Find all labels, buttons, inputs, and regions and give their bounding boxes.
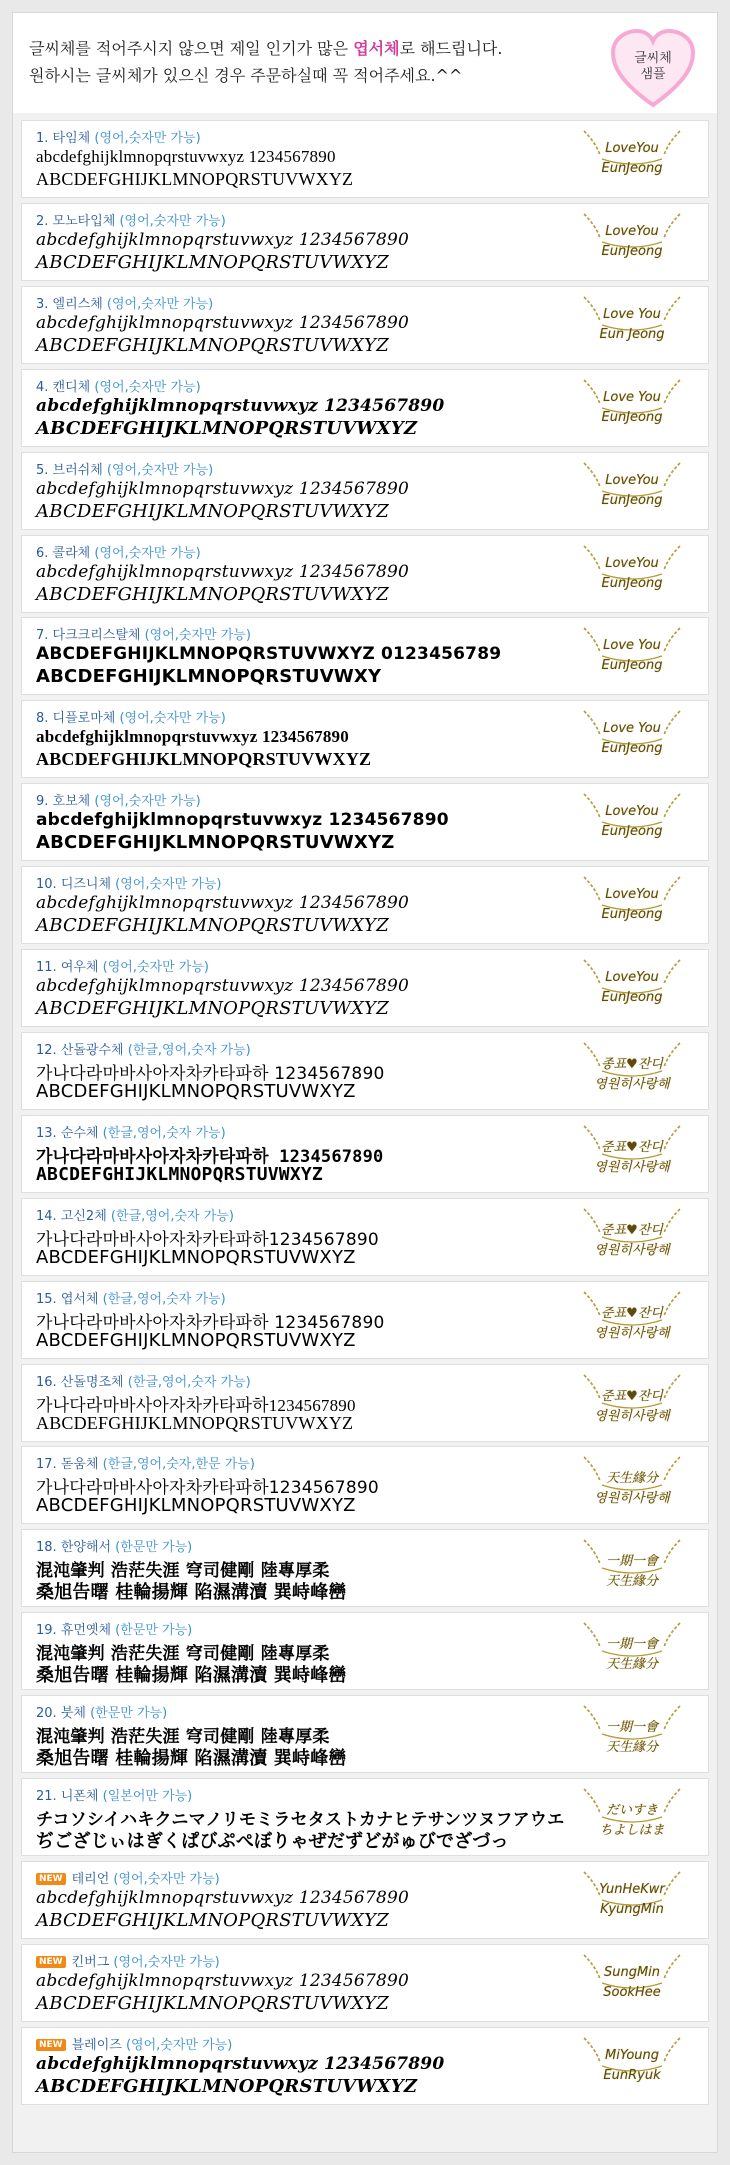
sample-line-2: 桑旭告曙 桂輪揚輝 陷濕溝瀆 巽峙峰巒 [36,1665,347,1687]
font-name: 고신2체 [60,1208,107,1224]
font-row [21,949,709,1027]
font-name: 산돌광수체 [60,1042,124,1058]
font-title [36,1288,226,1307]
sample-word-1: だいすき [605,1803,658,1818]
sample-line-2: ぢござじぃはぎくぱびぷぺぼりゃぜだずどがゅびでざづっ [36,1831,509,1852]
chain-icon [578,125,686,195]
sample-word-2: Eun Jeong [599,326,665,342]
font-row [21,452,709,530]
font-number: 4. [36,379,53,395]
font-title [36,210,226,229]
font-name: 산돌명조체 [60,1374,124,1390]
font-support-note: (한글,영어,숫자 가능) [98,1291,226,1307]
font-number: 13. [36,1125,61,1141]
chain-icon [578,1700,686,1770]
font-support-note: (한글,영어,숫자 가능) [106,1208,234,1224]
sample-word-2: EunJeong [601,575,663,591]
sample-line-2: ABCDEFGHIJKLMNOPQRSTUVWXYZ [36,1412,354,1433]
sample-word-2: SookHee [603,1984,661,2000]
sample-line-2: ABCDEFGHIJKLMNOPQRSTUVWXYZ [36,1909,389,1931]
font-row [21,1612,709,1690]
sample-line-1: チコソシイハキクニマノリモミラセタストカナヒテサンツヌフアウエ [36,1810,565,1830]
sample-word-1: LoveYou [605,141,659,156]
font-name: 엽서체 [60,1291,99,1307]
font-title [36,1039,251,1058]
sample-line-1: abcdefghijklmnopqrstuvwxyz 1234567890 [36,1887,410,1908]
font-title [36,293,213,312]
font-name: 다크크리스탈체 [52,628,141,644]
font-support-note: (영어,숫자만 가능) [90,545,201,561]
font-row [21,783,709,861]
font-title [36,956,209,975]
sample-word-1: 준표♥잔디 [601,1222,663,1238]
sample-line-1: 가나다라마바사아자차카타파하1234567890 [36,1478,379,1499]
sample-word-1: LoveYou [605,472,659,488]
sample-word-2: 天生緣分 [605,1657,658,1673]
sample-word-2: EunJeong [601,658,663,674]
font-row [21,2027,709,2105]
chain-icon [578,208,686,278]
font-title [36,1702,167,1721]
sample-line-1: 가나다라마바사아자차카타파하1234567890 [36,1395,356,1415]
font-name: 브러쉬체 [52,462,103,478]
font-name: 디플로마체 [52,711,116,727]
font-title [36,1122,226,1141]
necklace-sample [578,622,686,692]
chain-icon [578,871,686,941]
sample-word-2: 영원히사랑해 [594,1491,670,1507]
font-sample-panel [12,12,718,2153]
necklace-sample [578,1534,686,1604]
sample-line-2: ABCDEFGHIJKLMNOPQRSTUVWXYZ [36,1992,389,2014]
font-name: 휴먼옛체 [60,1623,112,1639]
font-number: 5. [36,462,53,478]
chain-icon [578,2032,686,2102]
sample-word-1: 준표♥잔디 [601,1388,663,1404]
sample-line-1: ABCDEFGHIJKLMNOPQRSTUVWXYZ 0123456789 [36,644,502,665]
font-support-note: (영어,숫자만 가능) [121,2037,233,2053]
font-row [21,1364,709,1442]
font-name: 돋움체 [60,1457,99,1473]
chain-icon [578,1866,686,1936]
new-badge: NEW [36,1956,66,1968]
necklace-sample [578,125,686,195]
necklace-sample [578,1451,686,1521]
font-title [36,707,226,726]
sample-line-1: abcdefghijklmnopqrstuvwxyz 1234567890 [36,1970,410,1991]
necklace-sample [578,291,686,361]
sample-line-1: abcdefghijklmnopqrstuvwxyz 1234567890 [36,893,410,914]
sample-line-1: 가나다라마바사아자차카타파하 1234567890 [36,1063,385,1084]
font-title [36,873,222,892]
font-row [21,1695,709,1773]
chain-icon [578,540,686,610]
sample-word-1: LoveYou [605,223,659,239]
font-name: 콜라체 [52,545,91,561]
font-row [21,1281,709,1359]
font-support-note: (영어,숫자만 가능) [90,131,201,146]
sample-line-2: ABCDEFGHIJKLMNOPQRSTUVWXYZ [36,749,372,770]
necklace-sample [578,1369,686,1439]
font-row [21,1032,709,1110]
font-title [36,624,251,643]
font-row [21,617,709,695]
sample-line-1: 가나다라마바사아자차카타파하 1234567890 [36,1312,385,1333]
sample-word-2: EunJeong [601,990,663,1005]
necklace-sample [578,1783,686,1853]
font-name: 타임체 [52,131,91,146]
sample-word-2: 天生緣分 [605,1740,658,1756]
font-row [21,1115,709,1193]
font-number: 8. [36,711,53,727]
sample-word-2: KyungMin [600,1901,664,1917]
sample-word-2: EunJeong [601,907,663,923]
chain-icon [578,1783,686,1853]
sample-word-1: 一期一會 [605,1720,658,1736]
font-title [36,1951,220,1970]
sample-word-1: YunHeKwr [599,1881,665,1897]
font-support-note: (영어,숫자만 가능) [98,960,209,975]
necklace-sample [578,1617,686,1687]
sample-line-2: ABCDEFGHIJKLMNOPQRSTUVWXYZ [36,998,389,1019]
sample-word-2: 영원히사랑해 [594,1159,670,1175]
font-support-note: (영어,숫자만 가능) [102,462,214,478]
chain-icon [578,1120,686,1190]
necklace-sample [578,788,686,858]
sample-line-2: ABCDEFGHIJKLMNOPQRSTUVWXYZ [36,1495,356,1517]
font-title [36,1785,192,1804]
chain-icon [578,291,686,361]
font-row [21,286,709,364]
sample-word-1: LoveYou [605,555,659,571]
sample-word-1: 天生緣分 [605,1471,658,1487]
chain-icon [578,954,686,1024]
intro-line-1: 글씨체를 적어주시지 않으면 제일 인기가 많은 엽서체로 해드립니다. [29,39,503,58]
sample-line-2: ABCDEFGHIJKLMNOPQRSTUVWXYZ [36,2075,418,2097]
necklace-sample [578,1203,686,1273]
sample-word-1: 준표♥잔디 [601,1305,663,1321]
intro-text [29,35,502,89]
sample-line-2: ABCDEFGHIJKLMNOPQRSTUVWXYZ [36,1246,356,1268]
font-number: 21. [36,1789,61,1804]
font-number: 11. [36,960,61,975]
sample-line-1: 混沌肇判 浩茫失涯 穹司健剛 陸專厚柔 [36,1727,330,1748]
sample-word-2: EunJeong [601,824,663,840]
chain-icon [578,1369,686,1439]
font-support-note: (영어,숫자만 가능) [102,296,214,312]
sample-line-2: 桑旭告曙 桂輪揚輝 陷濕溝瀆 巽峙峰巒 [36,1748,347,1770]
sample-word-2: 영원히사랑해 [594,1325,670,1341]
necklace-sample [578,374,686,444]
sample-line-2: ABCDEFGHIJKLMNOPQRSTUVWXYZ [36,832,395,854]
font-row [21,369,709,447]
font-title [36,790,201,809]
font-number: 16. [36,1374,61,1390]
font-row [21,1861,709,1939]
font-row [21,203,709,281]
font-number: 17. [36,1457,61,1473]
new-badge: NEW [36,2039,66,2051]
font-support-note: (영어,숫자만 가능) [115,213,226,229]
sample-word-2: 영원히사랑해 [594,1242,670,1258]
sample-line-1: abcdefghijklmnopqrstuvwxyz 1234567890 [36,312,410,333]
font-number: 3. [36,296,53,312]
sample-word-2: EunJeong [601,161,663,176]
sample-word-2: EunJeong [601,741,663,757]
necklace-sample [578,705,686,775]
font-row [21,700,709,778]
font-number: 10. [36,877,61,893]
font-title [36,1868,220,1887]
necklace-sample [578,457,686,527]
sample-line-2: 桑旭告曙 桂輪揚輝 陷濕溝瀆 巽峙峰巒 [36,1582,347,1604]
chain-icon [578,1203,686,1273]
font-support-note: (영어,숫자만 가능) [111,877,222,893]
necklace-sample [578,1120,686,1190]
font-name: 순수체 [60,1125,99,1141]
sample-word-2: EunJeong [601,409,663,425]
font-support-note: (영어,숫자만 가능) [90,379,201,395]
chain-icon [578,1949,686,2019]
font-title [36,1619,192,1638]
heart-badge [609,29,697,109]
font-title [36,127,201,146]
sample-word-2: ちよしはま [599,1823,665,1838]
font-title [36,376,201,395]
font-title [36,459,213,478]
necklace-sample [578,1949,686,2019]
sample-word-2: EunJeong [601,243,663,259]
font-title [36,542,201,561]
font-name: 엘리스체 [52,296,103,312]
sample-word-1: Love You [603,306,661,322]
sample-line-2: ABCDEFGHIJKLMNOPQRSTUVWXYZ [36,500,389,522]
font-support-note: (영어,숫자만 가능) [115,711,226,727]
sample-line-2: ABCDEFGHIJKLMNOPQRSTUVWXYZ [36,1329,356,1351]
font-support-note: (영어,숫자만 가능) [90,794,201,810]
font-name: 여우체 [60,960,99,975]
sample-line-2: ABCDEFGHIJKLMNOPQRSTUVWXYZ [36,334,389,356]
sample-word-1: LoveYou [605,804,659,820]
font-row [21,1778,709,1856]
font-support-note: (한글,영어,숫자 가능) [98,1125,226,1141]
font-support-note: (영어,숫자만 가능) [109,1871,220,1887]
font-support-note: (한글,영어,숫자 가능) [123,1374,251,1390]
font-name: 모노타입체 [52,213,116,229]
chain-icon [578,1037,686,1107]
sample-line-2: ABCDEFGHIJKLMNOPQRSTUVWXYZ [36,251,389,273]
chain-icon [578,622,686,692]
font-support-note: (한글,영어,숫자,한문 가능) [98,1457,255,1473]
sample-line-1: 가나다라마바사아자차카타파하 1234567890 [36,1146,384,1167]
font-support-note: (영어,숫자만 가능) [109,1954,220,1970]
font-support-note: (일본어만 가능) [98,1789,193,1804]
font-name: 블레이즈 [71,2037,122,2053]
font-number: 12. [36,1042,61,1058]
header [13,13,717,113]
necklace-sample [578,1700,686,1770]
chain-icon [578,1534,686,1604]
font-title [36,2034,232,2053]
font-row [21,120,709,198]
font-name: 호보체 [52,794,91,810]
sample-line-1: 混沌肇判 浩茫失涯 穹司健剛 陸專厚柔 [36,1561,330,1582]
chain-icon [578,1286,686,1356]
sample-line-1: abcdefghijklmnopqrstuvwxyz 1234567890 [36,976,410,996]
sample-word-1: MiYoung [604,2047,660,2063]
sample-line-2: ABCDEFGHIJKLMNOPQRSTUVWXYZ [36,583,389,605]
font-support-note: (한문만 가능) [111,1623,193,1639]
sample-word-1: 一期一會 [605,1637,658,1653]
sample-word-1: Love You [603,721,661,737]
heart-badge-text: 글씨체 샘플 [634,51,672,82]
sample-line-2: ABCDEFGHIJKLMNOPQRSTUVWXY [36,666,382,688]
font-name: 킨버그 [71,1954,110,1970]
chain-icon [578,705,686,775]
sample-line-1: abcdefghijklmnopqrstuvwxyz 1234567890 [36,147,336,166]
sample-word-1: Love You [603,638,661,654]
font-number: 18. [36,1540,61,1556]
highlight-font-name: 엽서체 [353,39,400,58]
sample-word-2: 天生緣分 [605,1574,658,1590]
chain-icon [578,1617,686,1687]
sample-word-2: EunRyuk [603,2067,661,2083]
sample-word-1: LoveYou [605,970,659,985]
font-row [21,1446,709,1524]
font-row [21,535,709,613]
font-number: 1. [36,131,53,146]
font-number: 14. [36,1208,61,1224]
font-title [36,1453,255,1472]
font-title [36,1371,251,1390]
font-support-note: (한문만 가능) [111,1540,193,1556]
font-row [21,1198,709,1276]
chain-icon [578,457,686,527]
necklace-sample [578,871,686,941]
sample-line-1: 가나다라마바사아자차카타파하1234567890 [36,1229,379,1250]
font-row [21,1944,709,2022]
sample-word-1: 一期一會 [605,1554,658,1570]
font-row [21,1529,709,1607]
font-support-note: (영어,숫자만 가능) [140,628,251,644]
sample-line-1: abcdefghijklmnopqrstuvwxyz 1234567890 [36,810,449,831]
chain-icon [578,374,686,444]
sample-word-1: Love You [603,389,661,405]
sample-line-1: abcdefghijklmnopqrstuvwxyz 1234567890 [36,478,410,499]
sample-line-1: 混沌肇判 浩茫失涯 穹司健剛 陸專厚柔 [36,1644,330,1665]
sample-line-2: ABCDEFGHIJKLMNOPQRSTUVWXYZ [36,915,389,937]
necklace-sample [578,1866,686,1936]
necklace-sample [578,1286,686,1356]
font-number: 15. [36,1291,61,1307]
necklace-sample [578,2032,686,2102]
necklace-sample [578,954,686,1024]
intro-line-2: 원하시는 글씨체가 있으신 경우 주문하실때 꼭 적어주세요.^^ [29,66,463,85]
font-name: 디즈니체 [60,877,112,893]
sample-word-2: 영원히사랑해 [594,1076,670,1092]
font-title [36,1205,234,1224]
sample-line-1: abcdefghijklmnopqrstuvwxyz 1234567890 [36,2053,445,2074]
font-number: 19. [36,1623,61,1639]
font-number: 9. [36,794,53,810]
font-name: 캔디체 [52,379,91,395]
chain-icon [578,1451,686,1521]
font-name: 한양해서 [60,1540,112,1556]
font-number: 6. [36,545,53,561]
sample-word-2: EunJeong [601,492,663,508]
sample-line-1: abcdefghijklmnopqrstuvwxyz 1234567890 [36,561,410,582]
sample-line-2: ABCDEFGHIJKLMNOPQRSTUVWXYZ [36,417,418,439]
font-support-note: (한문만 가능) [85,1706,168,1722]
sample-line-2: ABCDEFGHIJKLMNOPQRSTUVWXYZ [36,1080,356,1102]
font-name: 니폰체 [60,1789,99,1804]
necklace-sample [578,540,686,610]
font-number: 2. [36,213,53,229]
sample-line-1: abcdefghijklmnopqrstuvwxyz 1234567890 [36,727,349,747]
sample-word-1: 종표♥잔디 [601,1056,663,1072]
sample-word-2: 영원히사랑해 [594,1408,670,1424]
font-row [21,866,709,944]
sample-line-1: abcdefghijklmnopqrstuvwxyz 1234567890 [36,395,445,416]
necklace-sample [578,1037,686,1107]
font-title [36,1536,192,1555]
font-support-note: (한글,영어,숫자 가능) [123,1042,251,1058]
sample-line-2: ABCDEFGHIJKLMNOPQRSTUVWXYZ [36,1163,323,1185]
font-name: 테리언 [71,1871,110,1887]
sample-line-1: abcdefghijklmnopqrstuvwxyz 1234567890 [36,229,410,250]
font-number: 7. [36,628,53,644]
necklace-sample [578,208,686,278]
font-name: 붓체 [60,1706,86,1722]
sample-word-1: LoveYou [605,887,659,903]
chain-icon [578,788,686,858]
sample-word-1: SungMin [603,1964,661,1980]
font-number: 20. [36,1706,61,1722]
sample-word-1: 준표♥잔디 [601,1139,663,1155]
sample-line-2: ABCDEFGHIJKLMNOPQRSTUVWXYZ [36,169,354,189]
new-badge: NEW [36,1873,66,1885]
